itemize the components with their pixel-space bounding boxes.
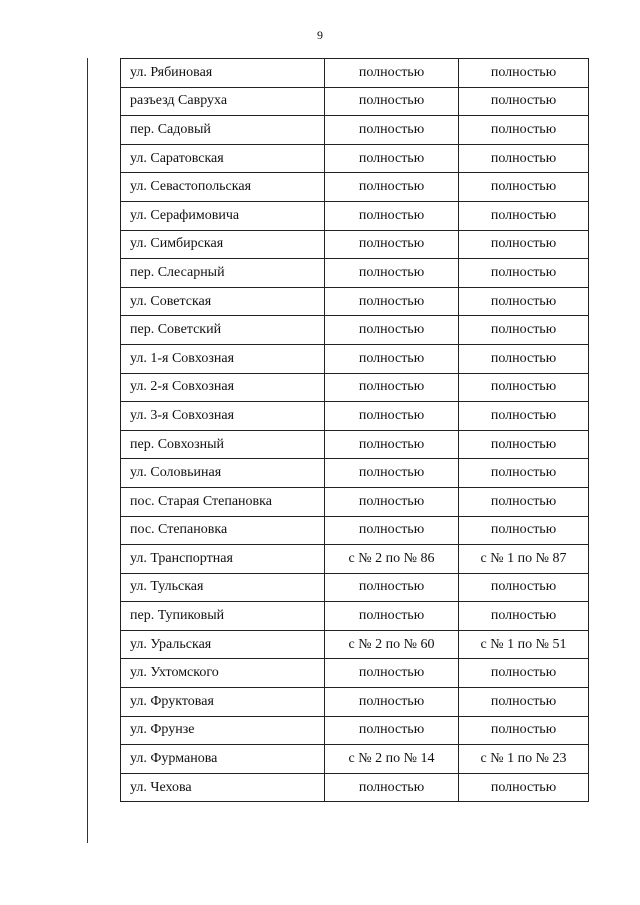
street-name-cell: ул. Фруктовая [121,688,325,717]
street-name-cell: разъезд Савруха [121,87,325,116]
street-name-cell: ул. Фурманова [121,745,325,774]
even-numbers-cell: полностью [325,259,459,288]
street-name-cell: пер. Советский [121,316,325,345]
even-numbers-cell: полностью [325,373,459,402]
even-numbers-cell: полностью [325,201,459,230]
odd-numbers-cell: полностью [459,688,589,717]
street-name-cell: пер. Слесарный [121,259,325,288]
table-row [121,602,589,631]
street-name-cell: пос. Старая Степановка [121,487,325,516]
odd-numbers-cell: полностью [459,487,589,516]
street-name-cell: ул. Ухтомского [121,659,325,688]
even-numbers-cell: полностью [325,344,459,373]
even-numbers-cell: полностью [325,602,459,631]
even-numbers-cell: полностью [325,87,459,116]
street-name-cell: ул. Тульская [121,573,325,602]
odd-numbers-cell: полностью [459,716,589,745]
table-row [121,487,589,516]
even-numbers-cell: полностью [325,287,459,316]
street-name-cell: ул. Саратовская [121,144,325,173]
odd-numbers-cell: с № 1 по № 23 [459,745,589,774]
street-name-cell: ул. 1-я Совхозная [121,344,325,373]
odd-numbers-cell: полностью [459,259,589,288]
street-name-cell: пер. Тупиковый [121,602,325,631]
odd-numbers-cell: полностью [459,516,589,545]
odd-numbers-cell: полностью [459,430,589,459]
table-row [121,344,589,373]
table-row [121,659,589,688]
odd-numbers-cell: полностью [459,573,589,602]
even-numbers-cell: полностью [325,144,459,173]
table-row [121,144,589,173]
table-row [121,173,589,202]
table-row [121,230,589,259]
odd-numbers-cell: полностью [459,402,589,431]
even-numbers-cell: полностью [325,573,459,602]
odd-numbers-cell: полностью [459,459,589,488]
street-name-cell: ул. Рябиновая [121,59,325,88]
table-row [121,545,589,574]
street-name-cell: ул. Чехова [121,773,325,802]
table-row [121,773,589,802]
odd-numbers-cell: полностью [459,201,589,230]
even-numbers-cell: с № 2 по № 86 [325,545,459,574]
even-numbers-cell: с № 2 по № 60 [325,630,459,659]
even-numbers-cell: полностью [325,316,459,345]
street-name-cell: ул. Уральская [121,630,325,659]
street-name-cell: ул. 2-я Совхозная [121,373,325,402]
street-name-cell: ул. Фрунзе [121,716,325,745]
street-table-body [121,59,589,802]
odd-numbers-cell: полностью [459,287,589,316]
table-row [121,259,589,288]
street-table [120,58,589,802]
street-name-cell: ул. Транспортная [121,545,325,574]
street-name-cell: ул. 3-я Совхозная [121,402,325,431]
margin-line [87,58,88,843]
even-numbers-cell: полностью [325,230,459,259]
street-name-cell: ул. Севастопольская [121,173,325,202]
table-row [121,573,589,602]
odd-numbers-cell: полностью [459,773,589,802]
table-row [121,87,589,116]
even-numbers-cell: полностью [325,459,459,488]
even-numbers-cell: полностью [325,516,459,545]
table-row [121,316,589,345]
table-row [121,459,589,488]
even-numbers-cell: полностью [325,716,459,745]
odd-numbers-cell: полностью [459,316,589,345]
even-numbers-cell: полностью [325,487,459,516]
table-row [121,402,589,431]
even-numbers-cell: полностью [325,659,459,688]
table-row [121,516,589,545]
table-row [121,373,589,402]
table-row [121,116,589,145]
even-numbers-cell: полностью [325,59,459,88]
table-row [121,430,589,459]
street-name-cell: пос. Степановка [121,516,325,545]
street-name-cell: ул. Соловьиная [121,459,325,488]
even-numbers-cell: полностью [325,402,459,431]
street-name-cell: пер. Совхозный [121,430,325,459]
table-row [121,201,589,230]
street-name-cell: ул. Серафимовича [121,201,325,230]
odd-numbers-cell: полностью [459,230,589,259]
odd-numbers-cell: полностью [459,659,589,688]
odd-numbers-cell: полностью [459,59,589,88]
even-numbers-cell: полностью [325,773,459,802]
table-row [121,716,589,745]
odd-numbers-cell: с № 1 по № 87 [459,545,589,574]
odd-numbers-cell: полностью [459,373,589,402]
odd-numbers-cell: полностью [459,602,589,631]
table-row [121,745,589,774]
odd-numbers-cell: полностью [459,116,589,145]
even-numbers-cell: полностью [325,173,459,202]
table-row [121,688,589,717]
table-row [121,630,589,659]
table-row [121,59,589,88]
odd-numbers-cell: полностью [459,144,589,173]
odd-numbers-cell: полностью [459,344,589,373]
even-numbers-cell: полностью [325,430,459,459]
street-name-cell: ул. Советская [121,287,325,316]
odd-numbers-cell: полностью [459,87,589,116]
street-name-cell: пер. Садовый [121,116,325,145]
even-numbers-cell: с № 2 по № 14 [325,745,459,774]
odd-numbers-cell: полностью [459,173,589,202]
even-numbers-cell: полностью [325,116,459,145]
table-row [121,287,589,316]
even-numbers-cell: полностью [325,688,459,717]
street-name-cell: ул. Симбирская [121,230,325,259]
page-number: 9 [317,28,323,42]
odd-numbers-cell: с № 1 по № 51 [459,630,589,659]
